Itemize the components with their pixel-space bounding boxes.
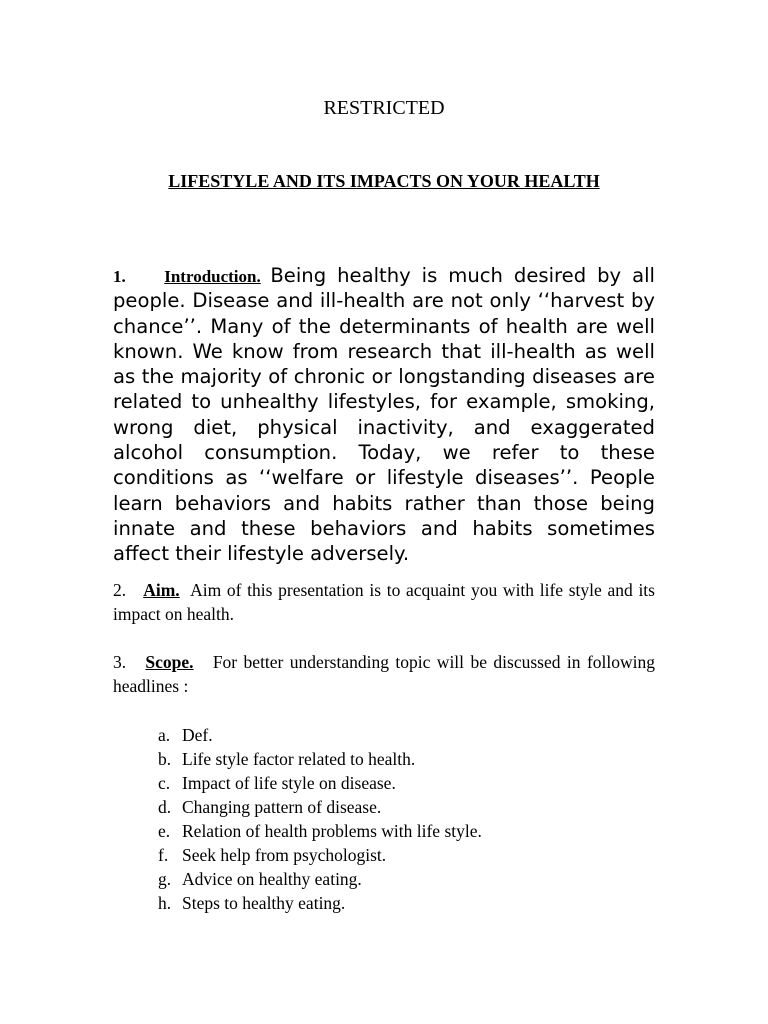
list-item-letter: b.: [158, 749, 172, 769]
list-item-text: Changing pattern of disease.: [182, 797, 382, 817]
document-title-text: LIFESTYLE AND ITS IMPACTS ON YOUR HEALTH: [168, 171, 600, 191]
introduction-paragraph: [113, 264, 655, 568]
list-item: [158, 891, 638, 915]
scope-heading: Scope.: [145, 652, 194, 672]
list-item-text: Relation of health problems with life style.: [182, 821, 482, 841]
aim-paragraph: [113, 578, 655, 626]
list-item-letter: f.: [158, 845, 169, 865]
list-item-letter: a.: [158, 725, 171, 745]
aim-number: 2.: [113, 580, 127, 600]
introduction-text: Being healthy is much desired by all people. Disease and ill-health are not only ‘‘harvest by chance’’. Many of the determinants of health are well known. We know from research that ill-health as well as the majority of chronic or longstanding diseases are related to unhealthy lifestyles, for example, smoking, wrong diet, physical inactivity, and exaggerated alcohol consumption. Today, we refer to these conditions as ‘‘welfare or lifestyle diseases’’. People learn behaviors and habits rather than those being innate and these behaviors and habits sometimes affect their lifestyle adversely.: [113, 264, 655, 566]
list-item-text: Life style factor related to health.: [182, 749, 416, 769]
list-item: [158, 723, 638, 747]
scope-text: For better understanding topic will be discussed in following headlines :: [113, 652, 655, 696]
list-item-text: Seek help from psychologist.: [182, 845, 387, 865]
list-item-letter: h.: [158, 893, 172, 913]
list-item-text: Steps to healthy eating.: [182, 893, 346, 913]
list-item-text: Advice on healthy eating.: [182, 869, 362, 889]
document-title: [0, 170, 768, 192]
list-item-text: Def.: [182, 725, 213, 745]
list-item: [158, 795, 638, 819]
list-item: [158, 771, 638, 795]
list-item: [158, 747, 638, 771]
list-item-letter: e.: [158, 821, 171, 841]
list-item-letter: c.: [158, 773, 171, 793]
introduction-heading: Introduction.: [164, 267, 261, 286]
list-item: [158, 819, 638, 843]
introduction-number: 1.: [113, 267, 126, 286]
list-item: [158, 843, 638, 867]
list-item-letter: d.: [158, 797, 172, 817]
list-item: [158, 867, 638, 891]
list-item-text: Impact of life style on disease.: [182, 773, 396, 793]
scope-list: [158, 723, 638, 915]
list-item-letter: g.: [158, 869, 172, 889]
aim-text: Aim of this presentation is to acquaint you with life style and its impact on health.: [113, 580, 655, 624]
aim-heading: Aim.: [143, 580, 180, 600]
scope-number: 3.: [113, 652, 127, 672]
classification-header: RESTRICTED: [323, 97, 445, 119]
scope-paragraph: [113, 650, 655, 698]
